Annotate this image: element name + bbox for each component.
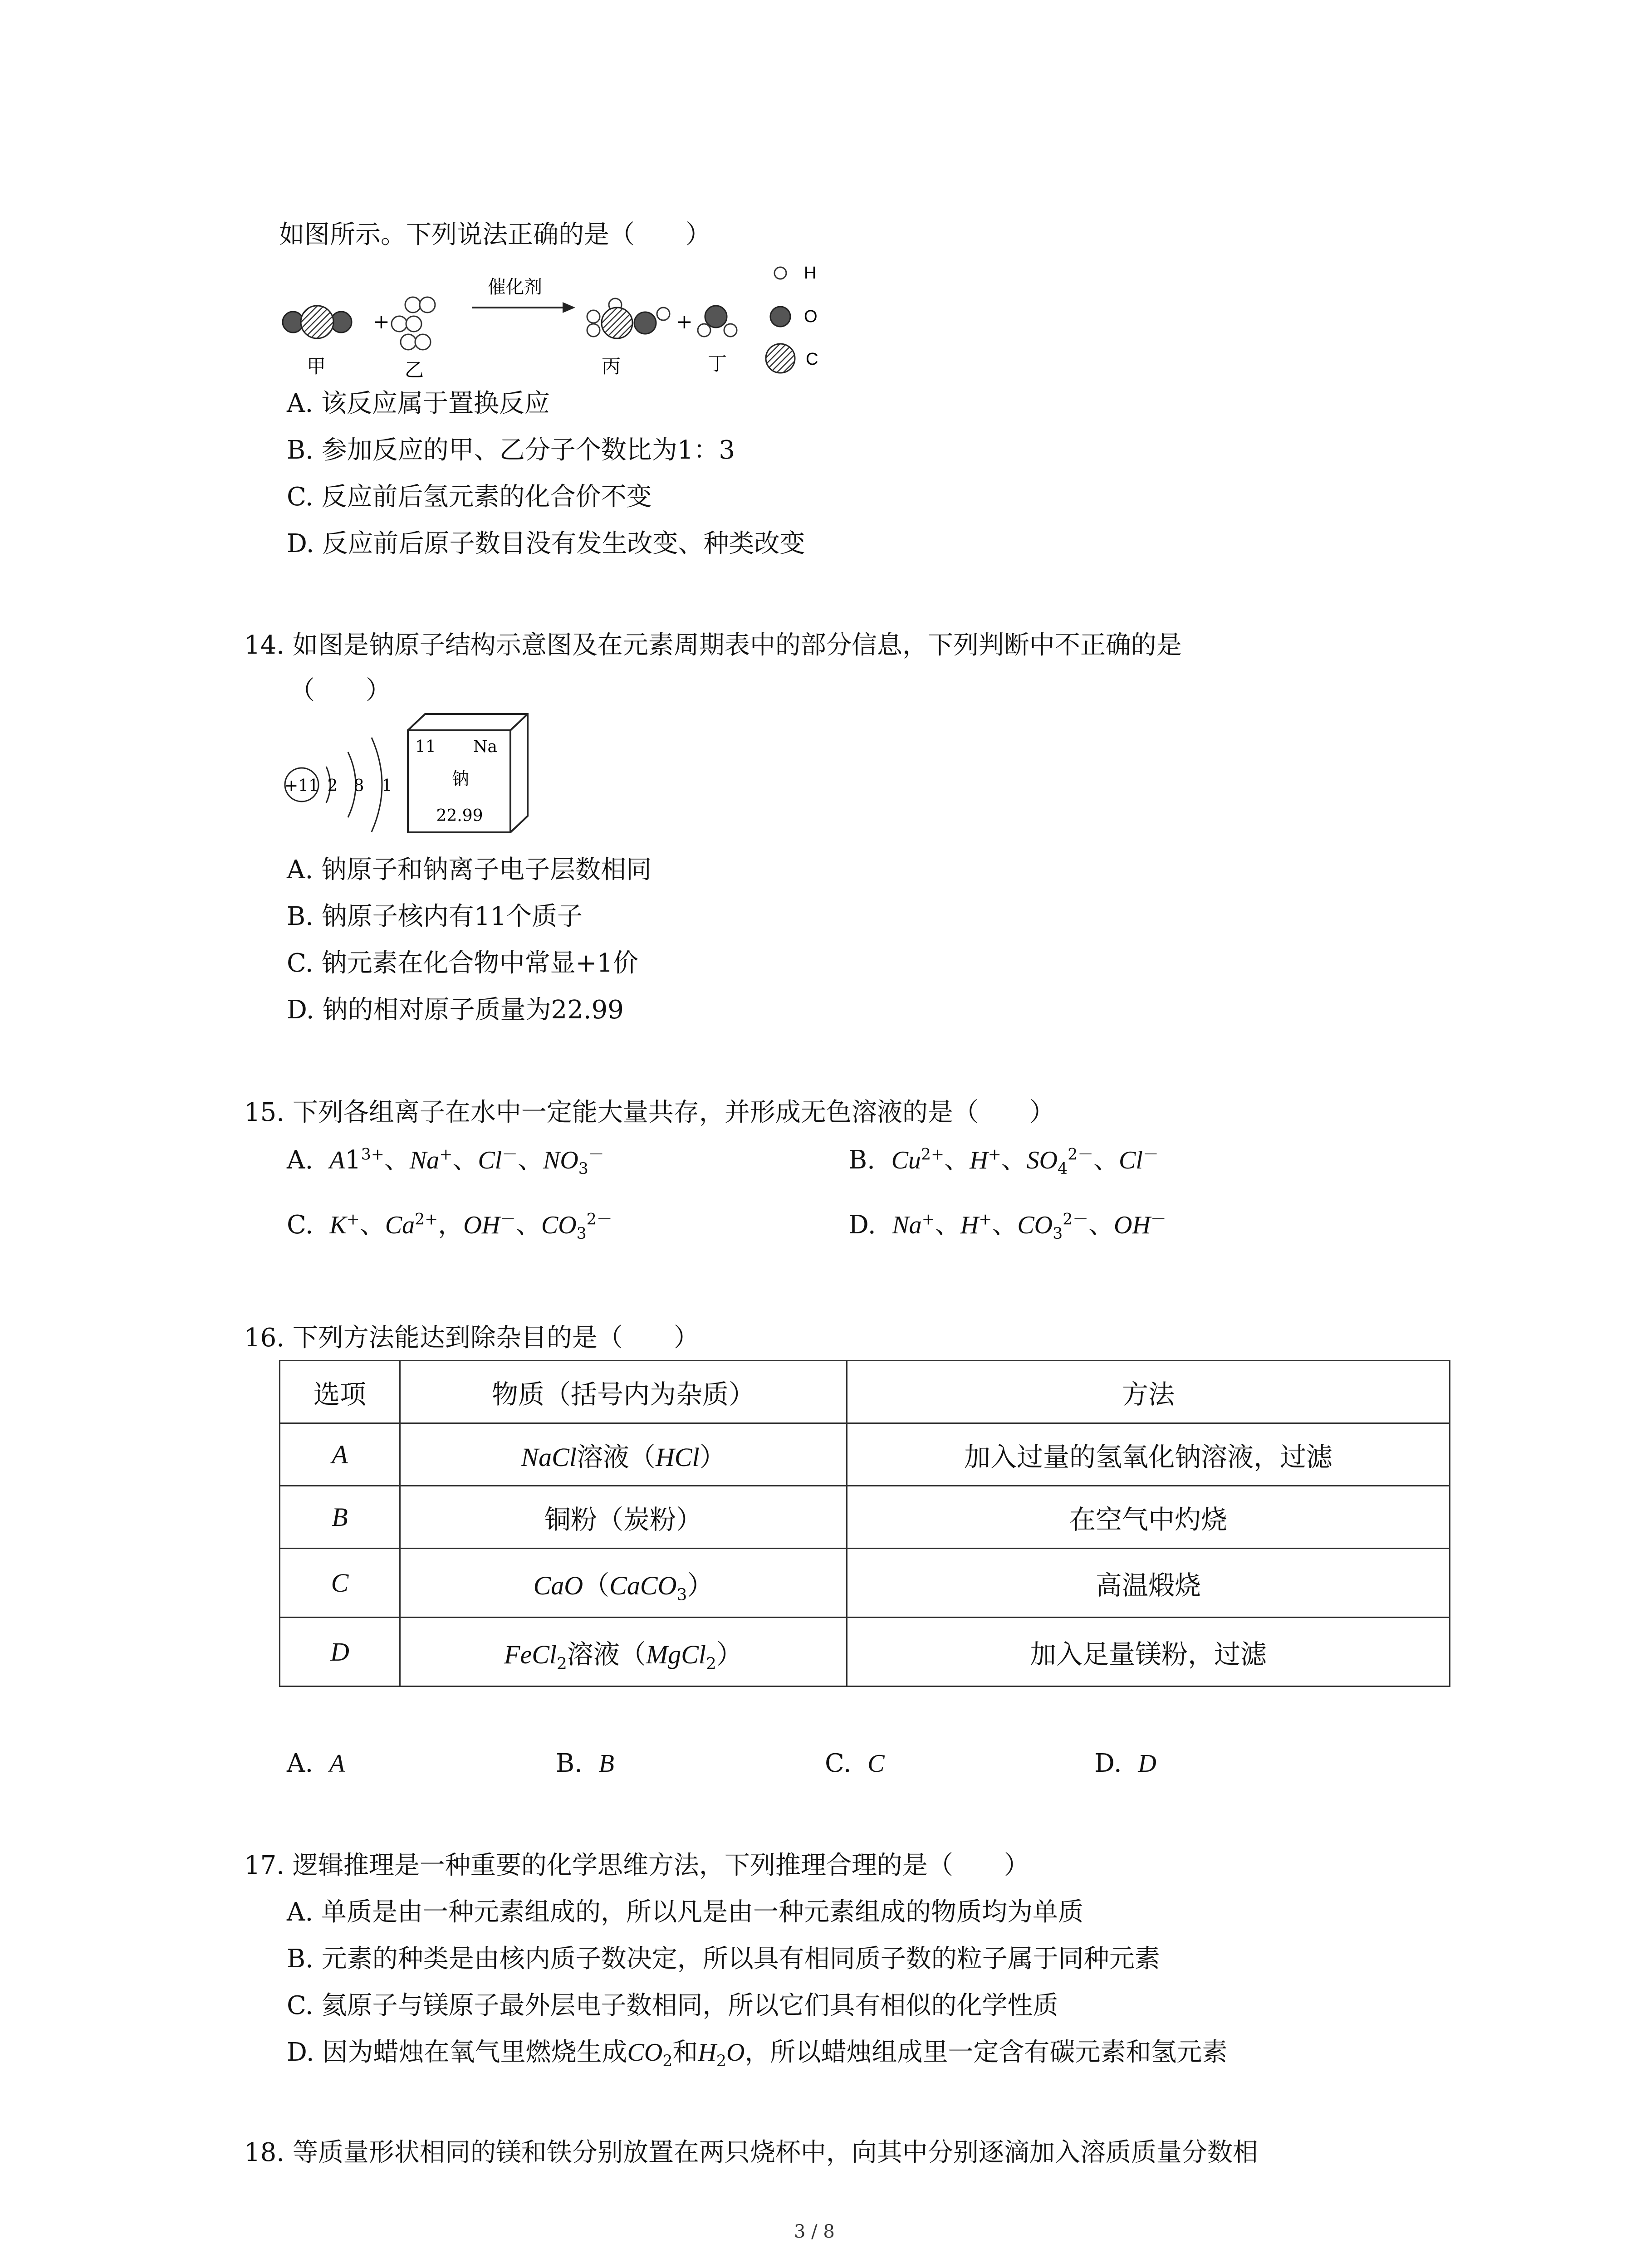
- table-cell: NaCl溶液（HCl）: [400, 1423, 847, 1486]
- q13-option-c: C. 反应前后氢元素的化合价不变: [287, 482, 652, 512]
- table-row: [280, 1486, 1450, 1549]
- q17-stem: 17. 逻辑推理是一种重要的化学思维方法，下列推理合理的是（ ）: [244, 1851, 1029, 1880]
- table-cell: CaO（CaCO$_3$）: [400, 1549, 847, 1618]
- catalyst-label: 催化剂: [488, 277, 542, 298]
- q16-table: [279, 1360, 1450, 1687]
- table-cell: 在空气中灼烧: [847, 1486, 1450, 1549]
- table-cell: A: [280, 1423, 400, 1486]
- page-number: 3 / 8: [794, 2221, 835, 2242]
- label-bing: 丙: [602, 355, 621, 377]
- q14-option-d: D. 钠的相对原子质量为22.99: [287, 995, 624, 1025]
- q15-option-a: A. $A1^{3+}$、Na+、Cl－、$NO_3^-$: [287, 1145, 604, 1178]
- q17-option-c: C. 氦原子与镁原子最外层电子数相同，所以它们具有相似的化学性质: [287, 1991, 1058, 2020]
- svg-text:O: O: [804, 307, 818, 326]
- plus-2: +: [676, 310, 693, 333]
- q14-stem-paren: （ ）: [289, 676, 391, 705]
- table-cell: D: [280, 1618, 400, 1686]
- legend: [766, 264, 818, 373]
- label-yi: 乙: [405, 359, 424, 381]
- q13-option-a: A. 该反应属于置换反应: [287, 389, 550, 418]
- label-ding: 丁: [708, 352, 727, 375]
- q14-option-b: B. 钠原子核内有11个质子: [287, 902, 583, 931]
- svg-text:+11: +11: [284, 777, 319, 795]
- table-header: 物质（括号内为杂质）: [400, 1361, 847, 1423]
- q14-option-c: C. 钠元素在化合物中常显+1价: [287, 948, 639, 978]
- molecule-jia: [283, 306, 352, 338]
- molecule-yi: [392, 297, 435, 350]
- q15-option-c: C. K+、$Ca^{2+}$，OH－、$CO_3^{2-}$: [287, 1210, 612, 1243]
- q15-stem: 15. 下列各组离子在水中一定能大量共存，并形成无色溶液的是（ ）: [244, 1098, 1055, 1127]
- plus-1: +: [373, 310, 390, 333]
- molecule-bing: [587, 298, 670, 338]
- q13-option-b: B. 参加反应的甲、乙分子个数比为1：3: [287, 435, 735, 465]
- svg-text:H: H: [804, 264, 817, 283]
- table-header: 方法: [847, 1361, 1450, 1423]
- q16-choice-a: A. A: [287, 1749, 345, 1778]
- q14-option-a: A. 钠原子和钠离子电子层数相同: [287, 855, 652, 885]
- table-cell: 加入足量镁粉，过滤: [847, 1618, 1450, 1686]
- table-row: [280, 1618, 1450, 1686]
- table-row: [280, 1549, 1450, 1618]
- molecule-ding: [698, 306, 737, 337]
- svg-text:2: 2: [327, 777, 338, 795]
- svg-text:1: 1: [382, 777, 392, 795]
- table-header-row: [280, 1361, 1450, 1423]
- table-header: 选项: [280, 1361, 400, 1423]
- table-row: [280, 1423, 1450, 1486]
- table-cell: 高温煅烧: [847, 1549, 1450, 1618]
- svg-text:Na: Na: [473, 738, 497, 756]
- sodium-diagram: [279, 712, 533, 844]
- label-jia: 甲: [307, 355, 326, 377]
- svg-text:22.99: 22.99: [436, 807, 483, 825]
- reaction-diagram: [272, 254, 862, 386]
- q13-stem: 如图所示。下列说法正确的是（ ）: [279, 220, 711, 249]
- q14-stem: 14. 如图是钠原子结构示意图及在元素周期表中的部分信息，下列判断中不正确的是: [244, 631, 1182, 660]
- svg-text:11: 11: [415, 738, 436, 756]
- q18-stem: 18. 等质量形状相同的镁和铁分别放置在两只烧杯中，向其中分别逐滴加入溶质质量分数相: [244, 2138, 1258, 2167]
- table-cell: FeCl$_2$溶液（MgCl$_2$）: [400, 1618, 847, 1686]
- q17-option-a: A. 单质是由一种元素组成的，所以凡是由一种元素组成的物质均为单质: [287, 1897, 1084, 1927]
- table-cell: C: [280, 1549, 400, 1618]
- q16-stem: 16. 下列方法能达到除杂目的是（ ）: [244, 1323, 699, 1353]
- q16-choice-b: B. B: [556, 1749, 614, 1778]
- table-cell: 加入过量的氢氧化钠溶液，过滤: [847, 1423, 1450, 1486]
- q15-option-b: B. $Cu^{2+}$、H+、$SO_4^{2-}$、Cl－: [848, 1145, 1159, 1178]
- q15-option-d: D. Na+、H+、$CO_3^{2-}$、OH－: [848, 1210, 1166, 1243]
- q16-choice-c: C. C: [825, 1749, 885, 1778]
- q17-option-d: D. 因为蜡烛在氧气里燃烧生成$CO_2$和$H_2O$，所以蜡烛组成里一定含有碳元素和氢元素: [287, 2038, 1228, 2071]
- table-cell: B: [280, 1486, 400, 1549]
- table-cell: 铜粉（炭粉）: [400, 1486, 847, 1549]
- q17-option-b: B. 元素的种类是由核内质子数决定，所以具有相同质子数的粒子属于同种元素: [287, 1944, 1160, 1974]
- svg-text:钠: 钠: [451, 769, 470, 789]
- q13-option-d: D. 反应前后原子数目没有发生改变、种类改变: [287, 529, 805, 558]
- svg-text:8: 8: [353, 777, 364, 795]
- q16-choice-d: D. D: [1094, 1749, 1156, 1778]
- svg-text:C: C: [806, 350, 818, 369]
